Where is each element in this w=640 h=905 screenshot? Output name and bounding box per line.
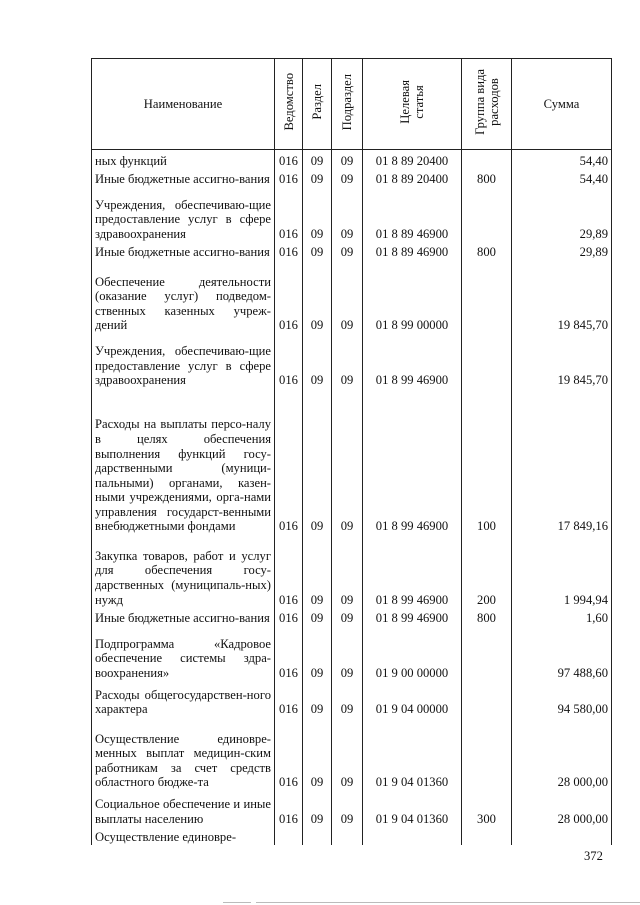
row-group: 800 (462, 168, 512, 186)
row-sum: 28 000,00 (512, 790, 612, 827)
row-group: 800 (462, 607, 512, 625)
row-target: 01 8 89 46900 (363, 187, 462, 242)
row-name: Обеспечение деятельности (оказание услуг) подведом-ственных казенных учреж-дений (92, 260, 275, 333)
row-group: 800 (462, 242, 512, 260)
row-target: 01 8 99 46900 (363, 333, 462, 388)
row-section: 09 (303, 187, 332, 242)
row-section: 09 (303, 150, 332, 169)
header-group-line1: Группа вида (472, 69, 487, 136)
table-row (92, 150, 612, 169)
header-subsection-label: Подраздел (340, 74, 354, 131)
row-subsection: 09 (332, 242, 363, 260)
row-sum: 94 580,00 (512, 680, 612, 717)
row-name: Осуществление единовре-менных выплат медицин-ским работникам за счет средств областного бюдже-та (92, 717, 275, 790)
row-dept: 016 (275, 790, 303, 827)
header-target (363, 59, 462, 150)
row-name: Иные бюджетные ассигно-вания (92, 168, 275, 186)
row-group: 100 (462, 388, 512, 534)
row-dept: 016 (275, 388, 303, 534)
table-row (92, 626, 612, 681)
row-section (303, 827, 332, 845)
row-dept: 016 (275, 333, 303, 388)
budget-table (91, 58, 612, 845)
row-subsection: 09 (332, 790, 363, 827)
header-dept-label: Ведомство (281, 73, 296, 131)
row-name: ных функций (92, 150, 275, 169)
row-group: 300 (462, 790, 512, 827)
row-name: Иные бюджетные ассигно-вания (92, 242, 275, 260)
row-sum: 29,89 (512, 187, 612, 242)
footer-rule-right (256, 902, 640, 903)
row-sum: 17 849,16 (512, 388, 612, 534)
row-section: 09 (303, 607, 332, 625)
row-target: 01 9 04 01360 (363, 790, 462, 827)
page-number: 372 (584, 849, 603, 863)
row-dept (275, 827, 303, 845)
row-sum: 28 000,00 (512, 717, 612, 790)
row-section: 09 (303, 168, 332, 186)
table-row (92, 827, 612, 845)
row-name: Закупка товаров, работ и услуг для обеспечения госу-дарственных (муниципаль-ных) нужд (92, 534, 275, 607)
header-subsection (332, 59, 363, 150)
table-row (92, 187, 612, 242)
row-target: 01 9 00 00000 (363, 626, 462, 681)
row-sum: 54,40 (512, 168, 612, 186)
row-section: 09 (303, 242, 332, 260)
row-target: 01 8 89 20400 (363, 168, 462, 186)
row-sum: 19 845,70 (512, 260, 612, 333)
row-section: 09 (303, 717, 332, 790)
header-group-label (473, 69, 501, 135)
table-header-row (92, 59, 612, 150)
row-target (363, 827, 462, 845)
header-section-label: Раздел (310, 84, 324, 121)
row-name: Подпрограмма «Кадровое обеспечение системы здра-воохранения» (92, 626, 275, 681)
row-name: Иные бюджетные ассигно-вания (92, 607, 275, 625)
header-target-line1: Целевая (398, 80, 412, 125)
row-section: 09 (303, 680, 332, 717)
row-subsection: 09 (332, 260, 363, 333)
row-group (462, 187, 512, 242)
table-row (92, 680, 612, 717)
row-subsection: 09 (332, 534, 363, 607)
row-target: 01 8 99 46900 (363, 534, 462, 607)
row-name: Учреждения, обеспечиваю-щие предоставление услуг в сфере здравоохранения (92, 333, 275, 388)
row-sum: 29,89 (512, 242, 612, 260)
row-group: 200 (462, 534, 512, 607)
table-row (92, 388, 612, 534)
row-section: 09 (303, 534, 332, 607)
row-subsection: 09 (332, 680, 363, 717)
row-subsection: 09 (332, 626, 363, 681)
row-subsection: 09 (332, 607, 363, 625)
row-name: Осуществление единовре- (92, 827, 275, 845)
row-group (462, 827, 512, 845)
header-sum: Сумма (512, 59, 612, 150)
row-name: Расходы на выплаты персо-налу в целях обеспечения выполнения функций госу-дарственными (муници-пальными) органами, казен-ными учреждениями, орга-нами управления государст-венными внебюджетными фондами (92, 388, 275, 534)
row-section: 09 (303, 260, 332, 333)
row-section: 09 (303, 388, 332, 534)
row-dept: 016 (275, 680, 303, 717)
row-section: 09 (303, 790, 332, 827)
row-target: 01 9 04 01360 (363, 717, 462, 790)
row-target: 01 8 89 46900 (363, 242, 462, 260)
row-sum: 1 994,94 (512, 534, 612, 607)
row-name: Расходы общегосударствен-ного характера (92, 680, 275, 717)
row-subsection: 09 (332, 717, 363, 790)
table-row (92, 242, 612, 260)
table-row (92, 168, 612, 186)
row-dept: 016 (275, 242, 303, 260)
row-subsection: 09 (332, 168, 363, 186)
header-target-label (398, 80, 426, 124)
row-dept: 016 (275, 717, 303, 790)
row-target: 01 8 99 46900 (363, 388, 462, 534)
row-dept: 016 (275, 168, 303, 186)
row-group (462, 333, 512, 388)
row-subsection: 09 (332, 150, 363, 169)
header-group-line2: расходов (486, 78, 501, 127)
row-section: 09 (303, 626, 332, 681)
table-row (92, 790, 612, 827)
row-group (462, 717, 512, 790)
row-group (462, 260, 512, 333)
row-dept: 016 (275, 534, 303, 607)
row-dept: 016 (275, 260, 303, 333)
table-row (92, 333, 612, 388)
row-dept: 016 (275, 187, 303, 242)
row-sum (512, 827, 612, 845)
row-subsection: 09 (332, 187, 363, 242)
row-sum: 97 488,60 (512, 626, 612, 681)
row-target: 01 8 89 20400 (363, 150, 462, 169)
row-sum: 1,60 (512, 607, 612, 625)
row-sum: 19 845,70 (512, 333, 612, 388)
table-row (92, 717, 612, 790)
footer-rule-left (223, 902, 251, 903)
header-target-line2: статья (412, 85, 426, 119)
row-subsection: 09 (332, 333, 363, 388)
row-section: 09 (303, 333, 332, 388)
row-dept: 016 (275, 607, 303, 625)
row-name: Социальное обеспечение и иные выплаты населению (92, 790, 275, 827)
row-sum: 54,40 (512, 150, 612, 169)
row-target: 01 8 99 46900 (363, 607, 462, 625)
table-row (92, 607, 612, 625)
row-group (462, 626, 512, 681)
row-target: 01 9 04 00000 (363, 680, 462, 717)
header-group (462, 59, 512, 150)
row-dept: 016 (275, 150, 303, 169)
row-name: Учреждения, обеспечиваю-щие предоставление услуг в сфере здравоохранения (92, 187, 275, 242)
row-target: 01 8 99 00000 (363, 260, 462, 333)
row-group (462, 150, 512, 169)
table-row (92, 260, 612, 333)
row-subsection: 09 (332, 388, 363, 534)
row-subsection (332, 827, 363, 845)
header-section (303, 59, 332, 150)
row-dept: 016 (275, 626, 303, 681)
table-row (92, 534, 612, 607)
row-group (462, 680, 512, 717)
table-body (92, 150, 612, 846)
header-dept (275, 59, 303, 150)
header-name: Наименование (92, 59, 275, 150)
